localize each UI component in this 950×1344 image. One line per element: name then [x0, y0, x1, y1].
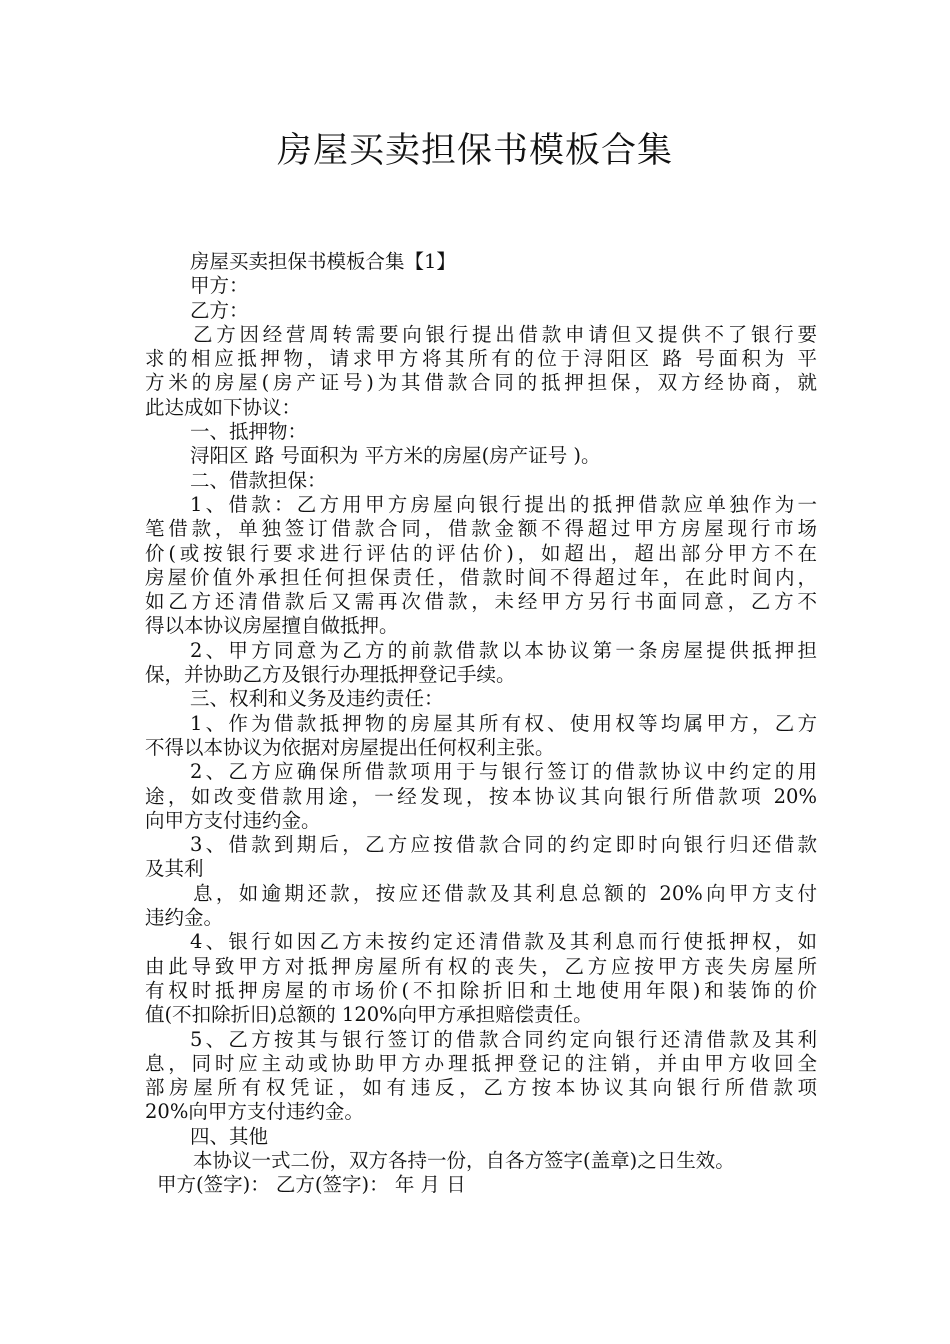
- paragraph-line: 值(不扣除折旧)总额的 120%向甲方承担赔偿责任。: [145, 1003, 593, 1027]
- paragraph-line: 四、其他: [190, 1124, 269, 1148]
- paragraph-line: 息，同时应主动或协助甲方办理抵押登记的注销，并由甲方收回全: [145, 1051, 817, 1075]
- paragraph-line: 三、权利和义务及违约责任：: [190, 687, 444, 711]
- paragraph-line: 2、乙方应确保所借款项用于与银行签订的借款协议中约定的用: [190, 760, 817, 784]
- paragraph-line: 3、借款到期后，乙方应按借款合同的约定即时向银行归还借款: [190, 833, 817, 857]
- paragraph-line: 途，如改变借款用途，一经发现，按本协议其向银行所借款项 20%: [145, 784, 817, 808]
- document-title: 房屋买卖担保书模板合集: [276, 131, 673, 171]
- paragraph-line: 由此导致甲方对抵押房屋所有权的丧失，乙方应按甲方丧失房屋所: [145, 954, 817, 978]
- paragraph-line: 甲方(签字)： 乙方(签字)： 年 月 日: [157, 1173, 466, 1197]
- paragraph-line: 求的相应抵押物，请求甲方将其所有的位于浔阳区 路 号面积为 平: [145, 347, 817, 371]
- paragraph-line: 浔阳区 路 号面积为 平方米的房屋(房产证号 )。: [190, 444, 601, 468]
- paragraph-line: 不得以本协议为依据对房屋提出任何权利主张。: [145, 735, 555, 759]
- paragraph-line: 价(或按银行要求进行评估的评估价)，如超出，超出部分甲方不在: [145, 541, 817, 565]
- paragraph-line: 房屋买卖担保书模板合集【1】: [190, 250, 456, 273]
- paragraph-line: 方米的房屋(房产证号)为其借款合同的抵押担保，双方经协商，就: [145, 371, 817, 395]
- paragraph-line: 二、借款担保：: [190, 468, 327, 492]
- paragraph-line: 4、银行如因乙方未按约定还清借款及其利息而行使抵押权，如: [190, 930, 817, 954]
- paragraph-line: 笔借款，单独签订借款合同，借款金额不得超过甲方房屋现行市场: [145, 517, 817, 541]
- paragraph-line: 有权时抵押房屋的市场价(不扣除折旧和土地使用年限)和装饰的价: [145, 978, 817, 1002]
- paragraph-line: 息，如逾期还款，按应还借款及其利息总额的 20%向甲方支付: [193, 881, 817, 905]
- paragraph-line: 向甲方支付违约金。: [145, 808, 321, 832]
- paragraph-line: 乙方：: [190, 298, 249, 322]
- paragraph-line: 得以本协议房屋擅自做抵押。: [145, 614, 399, 638]
- paragraph-line: 1、作为借款抵押物的房屋其所有权、使用权等均属甲方，乙方: [190, 711, 817, 735]
- paragraph-line: 保，并协助乙方及银行办理抵押登记手续。: [145, 663, 516, 687]
- paragraph-line: 违约金。: [145, 906, 224, 930]
- paragraph-line: 5、乙方按其与银行签订的借款合同约定向银行还清借款及其利: [190, 1027, 817, 1051]
- paragraph-line: 及其利: [145, 857, 204, 881]
- paragraph-line: 1、借款：乙方用甲方房屋向银行提出的抵押借款应单独作为一: [190, 492, 817, 516]
- paragraph-line: 如乙方还清借款后又需再次借款，未经甲方另行书面同意，乙方不: [145, 590, 817, 614]
- paragraph-line: 一、抵押物：: [190, 420, 308, 444]
- paragraph-line: 2、甲方同意为乙方的前款借款以本协议第一条房屋提供抵押担: [190, 638, 817, 662]
- paragraph-line: 乙方因经营周转需要向银行提出借款申请但又提供不了银行要: [193, 322, 817, 346]
- document-body: [145, 250, 817, 1198]
- paragraph-line: 甲方：: [190, 274, 249, 298]
- paragraph-line: 房屋价值外承担任何担保责任，借款时间不得超过年，在此时间内，: [145, 565, 817, 589]
- paragraph-line: 本协议一式二份，双方各持一份，自各方签字(盖章)之日生效。: [193, 1148, 735, 1172]
- paragraph-line: 部房屋所有权凭证，如有违反，乙方按本协议其向银行所借款项: [145, 1076, 817, 1100]
- paragraph-line: 20%向甲方支付违约金。: [145, 1100, 364, 1124]
- paragraph-line: 此达成如下协议：: [145, 395, 302, 419]
